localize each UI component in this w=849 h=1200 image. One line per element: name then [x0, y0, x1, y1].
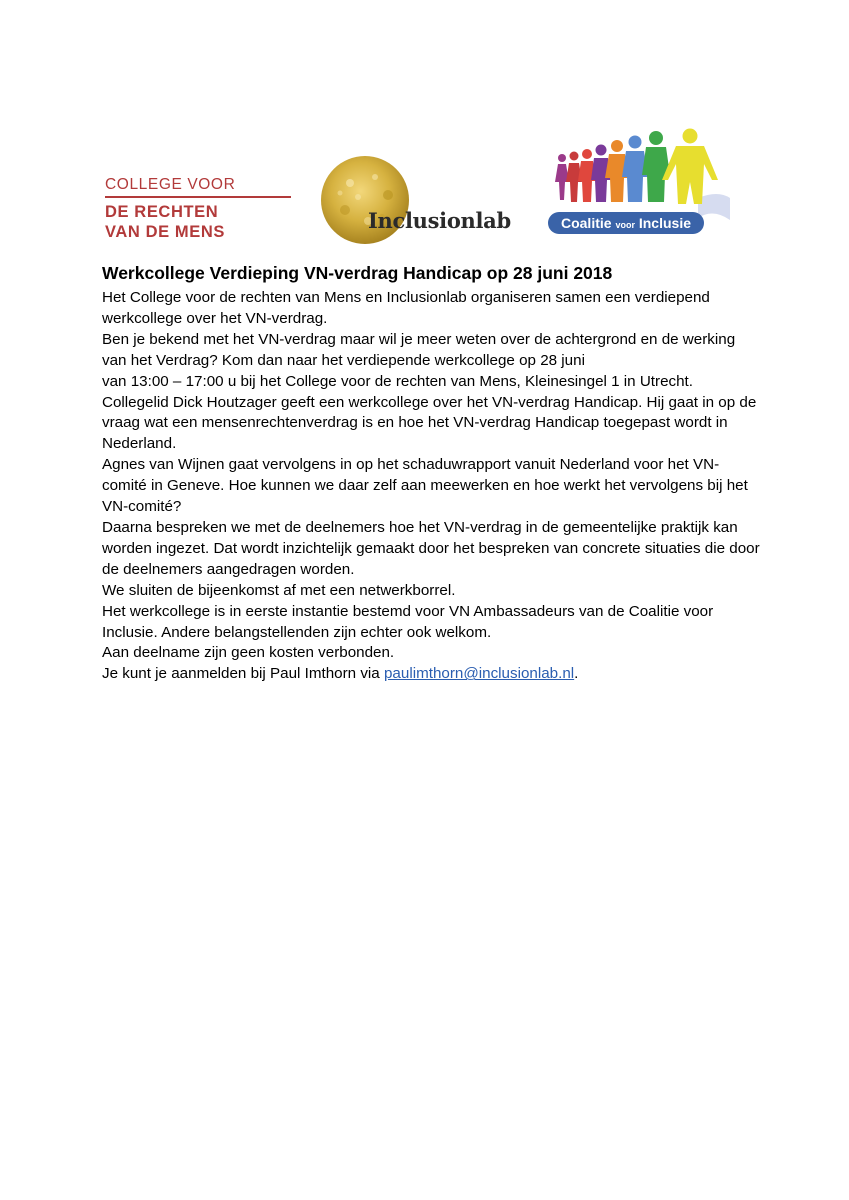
paragraph-signup — [102, 664, 762, 685]
coalitie-voor-inclusie-logo — [548, 128, 730, 238]
paragraph-costs: Aan deelname zijn geen kosten verbonden. — [102, 644, 395, 662]
badge-text-voor: voor — [615, 220, 635, 230]
logo-line-de-rechten: DE RECHTEN — [105, 203, 219, 221]
college-rechten-mens-logo — [105, 176, 291, 242]
paragraph-speaker-wijnen: Agnes van Wijnen gaat vervolgens in op het schaduwrapport vanuit Nederland voor het VN-comité in Geneve. Hoe kunnen we daar zelf aan meewerken en hoe werkt het vervolgens bij het VN-comité? — [102, 456, 748, 516]
paragraph-time-location: van 13:00 – 17:00 u bij het College voor de rechten van Mens, Kleinesingel 1 in Utrecht. — [102, 372, 693, 390]
inclusionlab-wordmark: Inclusionlab — [368, 208, 511, 233]
document-title: Werkcollege Verdieping VN-verdrag Handicap op 28 juni 2018 — [102, 263, 613, 283]
badge-text-coalitie: Coalitie — [560, 215, 616, 231]
logo-line-college-voor: COLLEGE VOOR — [105, 176, 236, 193]
logo-line-van-de-mens: VAN DE MENS — [105, 223, 225, 241]
signup-prefix: Je kunt je aanmelden bij Paul Imthorn via — [102, 665, 384, 683]
signup-suffix: . — [574, 665, 579, 683]
paragraph-intro: Het College voor de rechten van Mens en Inclusionlab organiseren samen een verdiepend werkcollege over het VN-verdrag. — [102, 289, 710, 327]
paragraph-invitation: Ben je bekend met het VN-verdrag maar wil je meer weten over de achtergrond en de werking van het Verdrag? Kom dan naar het verdiepende werkcollege op 28 juni — [102, 330, 736, 369]
signup-email-link[interactable]: paulimthorn@inclusionlab.nl — [383, 665, 575, 683]
coalitie-badge — [548, 212, 704, 234]
paragraph-audience: Het werkcollege is in eerste instantie bestemd voor VN Ambassadeurs van de Coalitie voor Inclusie. Andere belangstellenden zijn echter ook welkom. — [102, 602, 714, 641]
paragraph-discussion: Daarna bespreken we met de deelnemers hoe het VN-verdrag in de gemeentelijke praktijk kan worden ingezet. Dat wordt inzichtelijk gemaakt door het bespreken van concrete situaties die door de deelnemers aangedragen worden. — [102, 518, 760, 578]
inclusionlab-logo — [320, 155, 520, 245]
logo-rule — [105, 196, 291, 198]
document-body — [102, 262, 762, 685]
paragraph-speaker-houtzager: Collegelid Dick Houtzager geeft een werkcollege over het VN-verdrag Handicap. Hij gaat in op de vraag wat een mensenrechtenverdrag is en hoe het VN-verdrag Handicap toegepast wordt in Nederland. — [102, 393, 757, 453]
paragraph-networking: We sluiten de bijeenkomst af met een netwerkborrel. — [102, 581, 456, 599]
badge-text-inclusie: Inclusie — [634, 215, 691, 231]
